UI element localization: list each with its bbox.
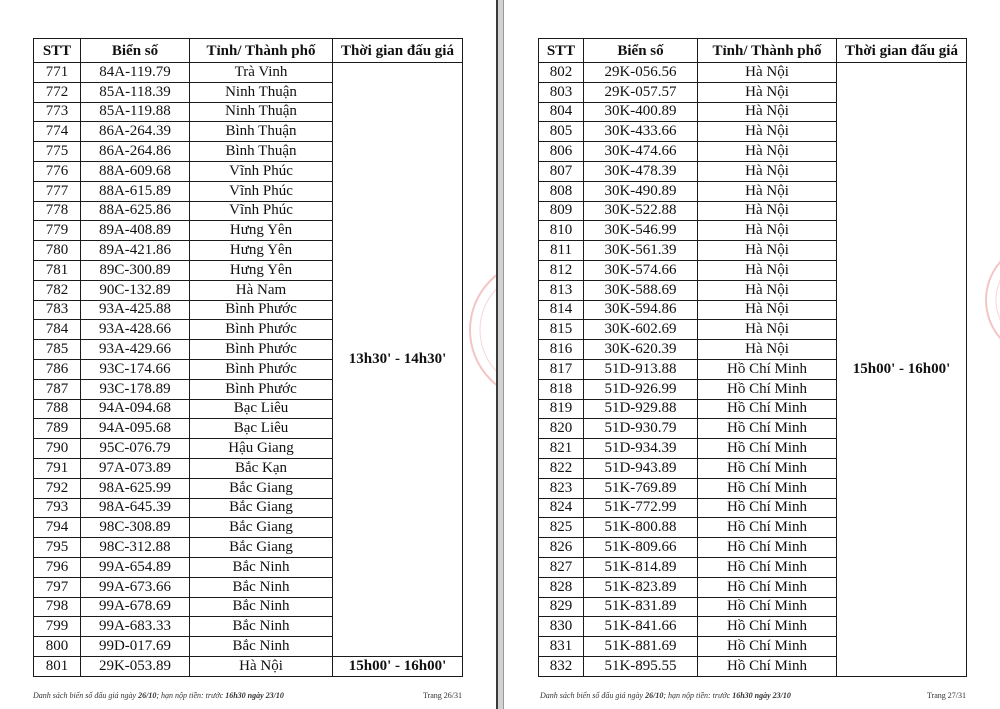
province-cell: Hồ Chí Minh xyxy=(698,597,837,617)
plate-number-cell: 30K-478.39 xyxy=(584,161,698,181)
plate-number-cell: 93A-428.66 xyxy=(81,320,190,340)
stt-cell: 775 xyxy=(34,142,81,162)
auction-time-cell: 15h00' - 16h00' xyxy=(333,656,463,676)
plate-number-cell: 30K-522.88 xyxy=(584,201,698,221)
auction-table xyxy=(538,38,967,677)
plate-number-cell: 93C-174.66 xyxy=(81,359,190,379)
plate-number-cell: 98C-312.88 xyxy=(81,538,190,558)
stt-cell: 805 xyxy=(539,122,584,142)
stt-cell: 815 xyxy=(539,320,584,340)
stt-cell: 790 xyxy=(34,439,81,459)
document-page-left xyxy=(0,0,498,709)
stt-cell: 782 xyxy=(34,280,81,300)
header-row xyxy=(34,39,463,63)
plate-number-cell: 51D-926.99 xyxy=(584,379,698,399)
plate-number-cell: 51K-814.89 xyxy=(584,557,698,577)
plate-number-cell: 30K-588.69 xyxy=(584,280,698,300)
province-cell: Hồ Chí Minh xyxy=(698,557,837,577)
province-cell: Bình Phước xyxy=(190,320,333,340)
plate-number-cell: 94A-095.68 xyxy=(81,419,190,439)
stt-cell: 826 xyxy=(539,538,584,558)
stt-cell: 832 xyxy=(539,656,584,676)
province-cell: Bắc Giang xyxy=(190,538,333,558)
province-cell: Vĩnh Phúc xyxy=(190,181,333,201)
province-cell: Hà Nội xyxy=(190,656,333,676)
stt-cell: 817 xyxy=(539,359,584,379)
plate-number-cell: 51K-809.66 xyxy=(584,538,698,558)
auction-time-cell: 15h00' - 16h00' xyxy=(837,63,967,677)
stt-cell: 797 xyxy=(34,577,81,597)
stt-cell: 799 xyxy=(34,617,81,637)
stt-cell: 783 xyxy=(34,300,81,320)
stt-cell: 786 xyxy=(34,359,81,379)
stt-cell: 795 xyxy=(34,538,81,558)
table-row xyxy=(539,63,967,83)
plate-number-cell: 88A-615.89 xyxy=(81,181,190,201)
province-cell: Hồ Chí Minh xyxy=(698,617,837,637)
plate-number-cell: 30K-474.66 xyxy=(584,142,698,162)
plate-number-cell: 99A-673.66 xyxy=(81,577,190,597)
stt-cell: 801 xyxy=(34,656,81,676)
table-body xyxy=(539,63,967,677)
stt-cell: 829 xyxy=(539,597,584,617)
province-cell: Hồ Chí Minh xyxy=(698,399,837,419)
plate-number-cell: 97A-073.89 xyxy=(81,458,190,478)
plate-number-cell: 88A-625.86 xyxy=(81,201,190,221)
page-number: Trang 27/31 xyxy=(926,691,966,700)
province-cell: Bạc Liêu xyxy=(190,419,333,439)
stt-cell: 780 xyxy=(34,241,81,261)
plate-number-cell: 51D-934.39 xyxy=(584,439,698,459)
province-cell: Ninh Thuận xyxy=(190,102,333,122)
plate-number-cell: 51D-930.79 xyxy=(584,419,698,439)
province-cell: Hồ Chí Minh xyxy=(698,637,837,657)
plate-number-cell: 85A-118.39 xyxy=(81,82,190,102)
table-row xyxy=(34,63,463,83)
stt-cell: 792 xyxy=(34,478,81,498)
plate-number-cell: 30K-620.39 xyxy=(584,340,698,360)
footer-note xyxy=(540,691,791,700)
plate-number-cell: 51K-772.99 xyxy=(584,498,698,518)
stt-cell: 774 xyxy=(34,122,81,142)
plate-number-cell: 30K-490.89 xyxy=(584,181,698,201)
plate-number-cell: 95C-076.79 xyxy=(81,439,190,459)
plate-number-cell: 85A-119.88 xyxy=(81,102,190,122)
auction-date: 26/10 xyxy=(138,691,157,700)
stt-cell: 831 xyxy=(539,637,584,657)
plate-number-cell: 30K-594.86 xyxy=(584,300,698,320)
plate-number-cell: 98C-308.89 xyxy=(81,518,190,538)
red-stamp-mark xyxy=(964,230,1000,380)
plate-number-cell: 99A-678.69 xyxy=(81,597,190,617)
plate-number-cell: 86A-264.39 xyxy=(81,122,190,142)
plate-number-cell: 30K-602.69 xyxy=(584,320,698,340)
payment-deadline: 16h30 ngày 23/10 xyxy=(225,691,284,700)
stt-cell: 822 xyxy=(539,458,584,478)
province-cell: Ninh Thuận xyxy=(190,82,333,102)
footer-middle: ; hạn nộp tiền: trước xyxy=(156,691,224,700)
plate-number-cell: 51K-823.89 xyxy=(584,577,698,597)
province-cell: Hưng Yên xyxy=(190,260,333,280)
province-cell: Bắc Ninh xyxy=(190,637,333,657)
stt-cell: 785 xyxy=(34,340,81,360)
province-cell: Hồ Chí Minh xyxy=(698,656,837,676)
plate-number-cell: 98A-625.99 xyxy=(81,478,190,498)
stt-cell: 808 xyxy=(539,181,584,201)
stt-cell: 810 xyxy=(539,221,584,241)
stt-cell: 778 xyxy=(34,201,81,221)
stt-cell: 802 xyxy=(539,63,584,83)
province-cell: Hưng Yên xyxy=(190,241,333,261)
province-cell: Bắc Ninh xyxy=(190,597,333,617)
footer-middle: ; hạn nộp tiền: trước xyxy=(663,691,731,700)
stt-cell: 821 xyxy=(539,439,584,459)
payment-deadline: 16h30 ngày 23/10 xyxy=(732,691,791,700)
footer-note xyxy=(33,691,284,700)
plate-number-cell: 30K-433.66 xyxy=(584,122,698,142)
header-stt: STT xyxy=(539,39,584,63)
plate-number-cell: 90C-132.89 xyxy=(81,280,190,300)
province-cell: Hồ Chí Minh xyxy=(698,538,837,558)
stt-cell: 781 xyxy=(34,260,81,280)
plate-number-cell: 89A-421.86 xyxy=(81,241,190,261)
province-cell: Hồ Chí Minh xyxy=(698,458,837,478)
plate-number-cell: 88A-609.68 xyxy=(81,161,190,181)
plate-number-cell: 93C-178.89 xyxy=(81,379,190,399)
auction-table xyxy=(33,38,463,677)
province-cell: Hồ Chí Minh xyxy=(698,379,837,399)
stt-cell: 813 xyxy=(539,280,584,300)
stt-cell: 828 xyxy=(539,577,584,597)
province-cell: Bắc Giang xyxy=(190,498,333,518)
stt-cell: 796 xyxy=(34,557,81,577)
plate-number-cell: 93A-425.88 xyxy=(81,300,190,320)
province-cell: Hà Nội xyxy=(698,102,837,122)
plate-number-cell: 29K-056.56 xyxy=(584,63,698,83)
province-cell: Bình Phước xyxy=(190,340,333,360)
plate-number-cell: 98A-645.39 xyxy=(81,498,190,518)
header-row xyxy=(539,39,967,63)
province-cell: Bắc Ninh xyxy=(190,617,333,637)
plate-number-cell: 51D-929.88 xyxy=(584,399,698,419)
stt-cell: 827 xyxy=(539,557,584,577)
province-cell: Hà Nội xyxy=(698,260,837,280)
province-cell: Hà Nội xyxy=(698,280,837,300)
document-page-right xyxy=(503,0,1000,709)
province-cell: Hà Nội xyxy=(698,181,837,201)
province-cell: Hồ Chí Minh xyxy=(698,577,837,597)
stt-cell: 800 xyxy=(34,637,81,657)
province-cell: Hà Nam xyxy=(190,280,333,300)
plate-number-cell: 51K-881.69 xyxy=(584,637,698,657)
province-cell: Hồ Chí Minh xyxy=(698,359,837,379)
province-cell: Hà Nội xyxy=(698,300,837,320)
province-cell: Bắc Kạn xyxy=(190,458,333,478)
stt-cell: 798 xyxy=(34,597,81,617)
province-cell: Vĩnh Phúc xyxy=(190,201,333,221)
plate-number-cell: 29K-053.89 xyxy=(81,656,190,676)
stt-cell: 803 xyxy=(539,82,584,102)
plate-number-cell: 93A-429.66 xyxy=(81,340,190,360)
plate-number-cell: 86A-264.86 xyxy=(81,142,190,162)
footer-prefix: Danh sách biển số đấu giá ngày xyxy=(33,691,137,700)
province-cell: Hồ Chí Minh xyxy=(698,498,837,518)
stt-cell: 818 xyxy=(539,379,584,399)
province-cell: Hồ Chí Minh xyxy=(698,439,837,459)
plate-number-cell: 29K-057.57 xyxy=(584,82,698,102)
plate-number-cell: 51D-943.89 xyxy=(584,458,698,478)
stt-cell: 806 xyxy=(539,142,584,162)
header-province: Tỉnh/ Thành phố xyxy=(698,39,837,63)
province-cell: Bình Phước xyxy=(190,300,333,320)
header-stt: STT xyxy=(34,39,81,63)
header-province: Tỉnh/ Thành phố xyxy=(190,39,333,63)
province-cell: Hồ Chí Minh xyxy=(698,518,837,538)
province-cell: Bình Thuận xyxy=(190,142,333,162)
stt-cell: 814 xyxy=(539,300,584,320)
province-cell: Hà Nội xyxy=(698,63,837,83)
table-body xyxy=(34,63,463,677)
page-number: Trang 26/31 xyxy=(422,691,462,700)
province-cell: Hà Nội xyxy=(698,82,837,102)
plate-number-cell: 51K-800.88 xyxy=(584,518,698,538)
stt-cell: 819 xyxy=(539,399,584,419)
province-cell: Vĩnh Phúc xyxy=(190,161,333,181)
province-cell: Hà Nội xyxy=(698,340,837,360)
province-cell: Bắc Giang xyxy=(190,518,333,538)
stt-cell: 789 xyxy=(34,419,81,439)
stt-cell: 820 xyxy=(539,419,584,439)
stt-cell: 804 xyxy=(539,102,584,122)
header-auction-time: Thời gian đấu giá xyxy=(333,39,463,63)
stt-cell: 772 xyxy=(34,82,81,102)
province-cell: Hồ Chí Minh xyxy=(698,478,837,498)
plate-number-cell: 89C-300.89 xyxy=(81,260,190,280)
stt-cell: 779 xyxy=(34,221,81,241)
province-cell: Bình Thuận xyxy=(190,122,333,142)
province-cell: Bình Phước xyxy=(190,359,333,379)
province-cell: Bình Phước xyxy=(190,379,333,399)
plate-number-cell: 94A-094.68 xyxy=(81,399,190,419)
stt-cell: 825 xyxy=(539,518,584,538)
plate-number-cell: 30K-561.39 xyxy=(584,241,698,261)
province-cell: Hà Nội xyxy=(698,320,837,340)
province-cell: Hưng Yên xyxy=(190,221,333,241)
plate-number-cell: 51D-913.88 xyxy=(584,359,698,379)
plate-number-cell: 84A-119.79 xyxy=(81,63,190,83)
stt-cell: 773 xyxy=(34,102,81,122)
plate-number-cell: 99D-017.69 xyxy=(81,637,190,657)
stt-cell: 788 xyxy=(34,399,81,419)
plate-number-cell: 99A-654.89 xyxy=(81,557,190,577)
stt-cell: 811 xyxy=(539,241,584,261)
stt-cell: 791 xyxy=(34,458,81,478)
plate-number-cell: 51K-769.89 xyxy=(584,478,698,498)
plate-number-cell: 99A-683.33 xyxy=(81,617,190,637)
stt-cell: 812 xyxy=(539,260,584,280)
province-cell: Bắc Giang xyxy=(190,478,333,498)
header-plate: Biển số xyxy=(81,39,190,63)
stt-cell: 787 xyxy=(34,379,81,399)
plate-number-cell: 51K-841.66 xyxy=(584,617,698,637)
stt-cell: 824 xyxy=(539,498,584,518)
province-cell: Hà Nội xyxy=(698,161,837,181)
province-cell: Hà Nội xyxy=(698,221,837,241)
province-cell: Hồ Chí Minh xyxy=(698,419,837,439)
plate-number-cell: 89A-408.89 xyxy=(81,221,190,241)
auction-date: 26/10 xyxy=(645,691,664,700)
stt-cell: 807 xyxy=(539,161,584,181)
header-plate: Biển số xyxy=(584,39,698,63)
table-row xyxy=(34,656,463,676)
plate-number-cell: 51K-831.89 xyxy=(584,597,698,617)
province-cell: Trà Vinh xyxy=(190,63,333,83)
stt-cell: 777 xyxy=(34,181,81,201)
province-cell: Hà Nội xyxy=(698,142,837,162)
province-cell: Bạc Liêu xyxy=(190,399,333,419)
header-auction-time: Thời gian đấu giá xyxy=(837,39,967,63)
stt-cell: 809 xyxy=(539,201,584,221)
auction-time-cell: 13h30' - 14h30' xyxy=(333,63,463,657)
plate-number-cell: 30K-546.99 xyxy=(584,221,698,241)
stt-cell: 784 xyxy=(34,320,81,340)
plate-number-cell: 30K-400.89 xyxy=(584,102,698,122)
province-cell: Hà Nội xyxy=(698,201,837,221)
plate-number-cell: 51K-895.55 xyxy=(584,656,698,676)
province-cell: Bắc Ninh xyxy=(190,557,333,577)
province-cell: Hậu Giang xyxy=(190,439,333,459)
province-cell: Hà Nội xyxy=(698,122,837,142)
province-cell: Bắc Ninh xyxy=(190,577,333,597)
plate-number-cell: 30K-574.66 xyxy=(584,260,698,280)
stt-cell: 771 xyxy=(34,63,81,83)
stt-cell: 830 xyxy=(539,617,584,637)
province-cell: Hà Nội xyxy=(698,241,837,261)
stt-cell: 823 xyxy=(539,478,584,498)
stt-cell: 776 xyxy=(34,161,81,181)
stt-cell: 794 xyxy=(34,518,81,538)
stt-cell: 816 xyxy=(539,340,584,360)
stt-cell: 793 xyxy=(34,498,81,518)
footer-prefix: Danh sách biển số đấu giá ngày xyxy=(540,691,644,700)
